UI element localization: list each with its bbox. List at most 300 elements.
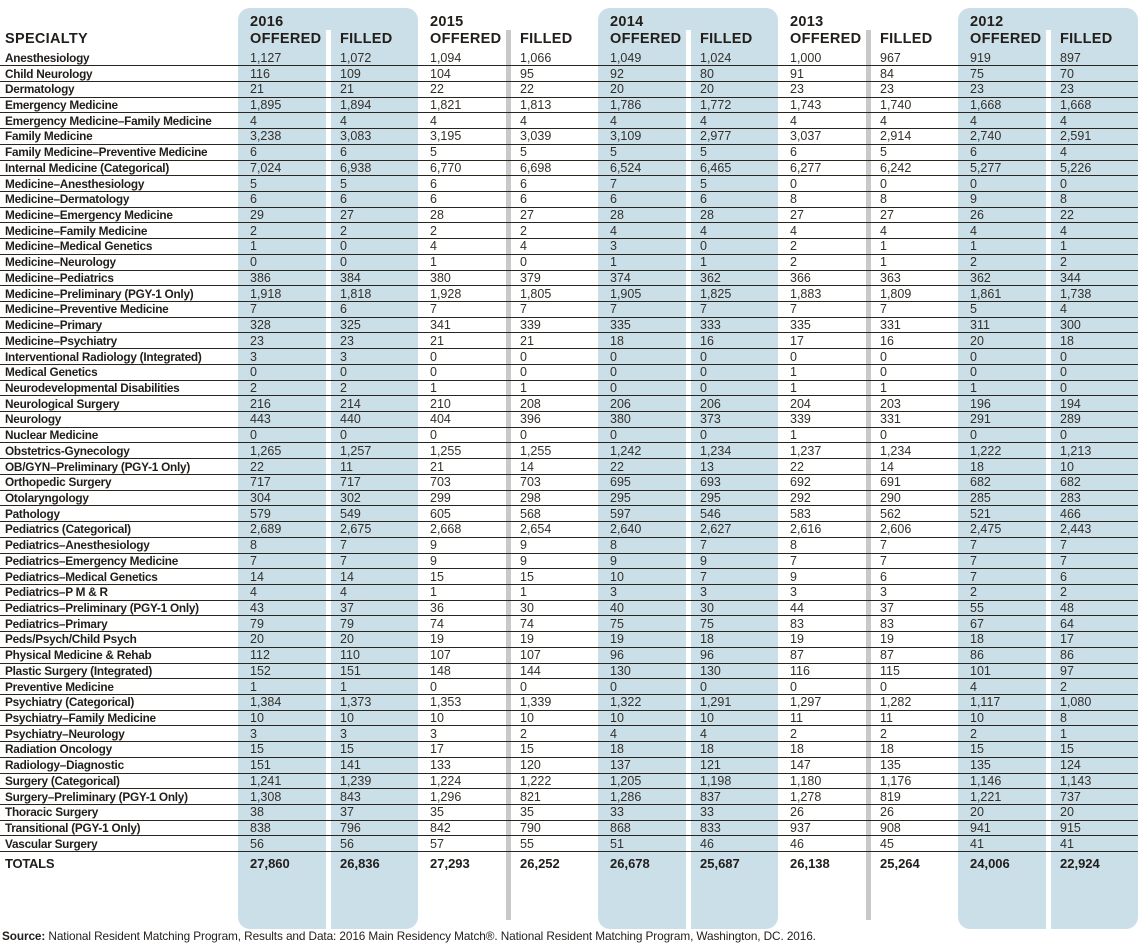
value-cell: 597 [598,506,688,522]
value-cell: 328 [238,317,328,333]
value-cell: 897 [1048,50,1138,66]
specialty-cell: Orthopedic Surgery [0,474,238,490]
value-cell: 1 [238,679,328,695]
value-cell: 1,024 [688,50,778,66]
value-cell: 0 [958,364,1048,380]
value-cell: 693 [688,474,778,490]
value-cell: 7 [958,569,1048,585]
value-cell: 4 [328,584,418,600]
value-cell: 4 [868,223,958,239]
value-cell: 86 [958,647,1048,663]
value-cell: 15 [508,742,598,758]
value-cell: 6,242 [868,160,958,176]
value-cell: 21 [238,81,328,97]
value-cell: 26 [958,207,1048,223]
table-row [0,537,1138,553]
value-cell: 7,024 [238,160,328,176]
table-row [0,789,1138,805]
value-cell: 1 [508,584,598,600]
value-cell: 0 [868,427,958,443]
value-cell: 3,195 [418,129,508,145]
value-cell: 15 [238,742,328,758]
value-cell: 28 [598,207,688,223]
value-cell: 0 [868,679,958,695]
value-cell: 1,861 [958,286,1048,302]
table-row [0,616,1138,632]
value-cell: 2 [778,239,868,255]
value-cell: 304 [238,490,328,506]
results-table [0,8,1138,876]
value-cell: 2,654 [508,522,598,538]
value-cell: 133 [418,757,508,773]
specialty-cell: Emergency Medicine–Family Medicine [0,113,238,129]
specialty-cell: Anesthesiology [0,50,238,66]
value-cell: 380 [598,412,688,428]
value-cell: 46 [688,836,778,852]
value-cell: 21 [418,459,508,475]
table-row [0,254,1138,270]
value-cell: 130 [598,663,688,679]
value-cell: 19 [508,632,598,648]
value-cell: 1 [328,679,418,695]
value-cell: 2 [238,223,328,239]
value-cell: 1,146 [958,773,1048,789]
value-cell: 333 [688,317,778,333]
specialty-cell: Medicine–Anesthesiology [0,176,238,192]
value-cell: 298 [508,490,598,506]
value-cell: 0 [1048,176,1138,192]
value-cell: 15 [418,569,508,585]
specialty-cell: Medicine–Preliminary (PGY-1 Only) [0,286,238,302]
value-cell: 1 [868,254,958,270]
value-cell: 8 [868,191,958,207]
value-cell: 299 [418,490,508,506]
value-cell: 0 [598,349,688,365]
year-spacer [1048,8,1138,30]
year-label: 2016 [250,14,284,30]
value-cell: 1,809 [868,286,958,302]
value-cell: 11 [328,459,418,475]
value-cell: 17 [418,742,508,758]
table-row [0,286,1138,302]
value-cell: 8 [1048,710,1138,726]
value-cell: 7 [328,537,418,553]
value-cell: 5 [868,144,958,160]
value-cell: 1 [598,254,688,270]
value-cell: 14 [328,569,418,585]
value-cell: 1,905 [598,286,688,302]
value-cell: 0 [958,427,1048,443]
value-cell: 3,109 [598,129,688,145]
value-cell: 1,772 [688,97,778,113]
value-cell: 341 [418,317,508,333]
value-cell: 4 [328,113,418,129]
specialty-cell: Pediatrics–Medical Genetics [0,569,238,585]
value-cell: 2,606 [868,522,958,538]
value-cell: 737 [1048,789,1138,805]
value-cell: 22 [778,459,868,475]
value-cell: 3 [328,726,418,742]
value-cell: 107 [418,647,508,663]
value-cell: 2 [958,584,1048,600]
value-cell: 27 [868,207,958,223]
value-cell: 2 [508,223,598,239]
value-cell: 110 [328,647,418,663]
value-cell: 11 [868,710,958,726]
value-cell: 2 [958,254,1048,270]
value-cell: 14 [238,569,328,585]
value-cell: 1 [1048,726,1138,742]
value-cell: 0 [1048,364,1138,380]
specialty-cell: Internal Medicine (Categorical) [0,160,238,176]
value-cell: 819 [868,789,958,805]
value-cell: 8 [778,537,868,553]
value-cell: 605 [418,506,508,522]
value-cell: 2 [958,726,1048,742]
value-cell: 151 [238,757,328,773]
value-cell: 833 [688,820,778,836]
specialty-cell: Vascular Surgery [0,836,238,852]
value-cell: 0 [508,427,598,443]
value-cell: 5 [688,144,778,160]
value-cell: 790 [508,820,598,836]
table-row [0,412,1138,428]
specialty-cell: Family Medicine [0,129,238,145]
value-cell: 57 [418,836,508,852]
specialty-cell: Neurology [0,412,238,428]
value-cell: 1,322 [598,694,688,710]
value-cell: 1,297 [778,694,868,710]
value-cell: 6 [238,144,328,160]
value-cell: 0 [508,364,598,380]
value-cell: 2,443 [1048,522,1138,538]
value-cell: 6 [508,191,598,207]
value-cell: 6,277 [778,160,868,176]
value-cell: 1,740 [868,97,958,113]
value-cell: 4 [598,726,688,742]
value-cell: 1,198 [688,773,778,789]
value-cell: 1,049 [598,50,688,66]
value-cell: 1,143 [1048,773,1138,789]
value-cell: 43 [238,600,328,616]
value-cell: 837 [688,789,778,805]
value-cell: 8 [778,191,868,207]
value-cell: 1,255 [508,443,598,459]
value-cell: 1,176 [868,773,958,789]
value-cell: 1,180 [778,773,868,789]
value-cell: 4 [688,113,778,129]
value-cell: 0 [598,380,688,396]
value-cell: 682 [1048,474,1138,490]
value-cell: 7 [868,302,958,318]
table-row [0,600,1138,616]
value-cell: 84 [868,66,958,82]
value-cell: 1,786 [598,97,688,113]
filled-column-header: FILLED [520,31,573,47]
value-cell: 2,977 [688,129,778,145]
value-cell: 4 [688,223,778,239]
specialty-cell: Thoracic Surgery [0,805,238,821]
value-cell: 1,066 [508,50,598,66]
value-cell: 41 [958,836,1048,852]
value-cell: 19 [778,632,868,648]
value-cell: 20 [958,333,1048,349]
value-cell: 79 [328,616,418,632]
value-cell: 2,627 [688,522,778,538]
value-cell: 135 [868,757,958,773]
value-cell: 0 [328,364,418,380]
value-cell: 18 [868,742,958,758]
value-cell: 1 [958,239,1048,255]
specialty-cell: Pediatrics–P M & R [0,584,238,600]
source-text: National Resident Matching Program, Results and Data: 2016 Main Residency Match®. National Resident Matching Program, Washington, DC. 2016. [45,929,816,943]
value-cell: 289 [1048,412,1138,428]
table-row [0,66,1138,82]
value-cell: 1,213 [1048,443,1138,459]
value-cell: 1 [1048,239,1138,255]
value-cell: 4 [598,223,688,239]
value-cell: 196 [958,396,1048,412]
value-cell: 20 [238,632,328,648]
value-cell: 16 [868,333,958,349]
table-row [0,396,1138,412]
value-cell: 135 [958,757,1048,773]
specialty-cell: Nuclear Medicine [0,427,238,443]
value-cell: 9 [418,537,508,553]
value-cell: 2 [418,223,508,239]
value-cell: 2,740 [958,129,1048,145]
value-cell: 404 [418,412,508,428]
value-cell: 23 [778,81,868,97]
value-cell: 0 [1048,427,1138,443]
value-cell: 206 [688,396,778,412]
value-cell: 18 [958,459,1048,475]
value-cell: 5 [328,176,418,192]
value-cell: 1,291 [688,694,778,710]
value-cell: 331 [868,412,958,428]
value-cell: 2 [508,726,598,742]
value-cell: 443 [238,412,328,428]
value-cell: 0 [508,254,598,270]
value-cell: 7 [598,302,688,318]
value-cell: 20 [958,805,1048,821]
value-cell: 1 [868,239,958,255]
value-cell: 374 [598,270,688,286]
value-cell: 20 [688,81,778,97]
value-cell: 0 [508,349,598,365]
table-row [0,270,1138,286]
totals-value-cell: 26,252 [520,856,560,872]
value-cell: 141 [328,757,418,773]
value-cell: 380 [418,270,508,286]
value-cell: 1,821 [418,97,508,113]
value-cell: 1,918 [238,286,328,302]
value-cell: 0 [238,254,328,270]
specialty-cell: Emergency Medicine [0,97,238,113]
value-cell: 562 [868,506,958,522]
source-note [2,929,816,943]
value-cell: 1,296 [418,789,508,805]
value-cell: 56 [328,836,418,852]
value-cell: 4 [508,113,598,129]
value-cell: 292 [778,490,868,506]
value-cell: 5 [688,176,778,192]
value-cell: 10 [238,710,328,726]
value-cell: 23 [958,81,1048,97]
value-cell: 137 [598,757,688,773]
value-cell: 0 [868,176,958,192]
table-row [0,97,1138,113]
table-row [0,207,1138,223]
year-spacer [688,8,778,30]
value-cell: 87 [778,647,868,663]
offered-column-header: OFFERED [250,31,322,47]
table-row [0,113,1138,129]
value-cell: 7 [418,302,508,318]
table-row [0,647,1138,663]
value-cell: 96 [688,647,778,663]
value-cell: 3,238 [238,129,328,145]
specialty-cell: Otolaryngology [0,490,238,506]
value-cell: 21 [508,333,598,349]
year-label: 2012 [970,14,1004,30]
totals-value-cell: 27,293 [430,856,470,872]
value-cell: 2,675 [328,522,418,538]
value-cell: 23 [868,81,958,97]
table-row [0,427,1138,443]
year-spacer [508,8,598,30]
value-cell: 5 [958,302,1048,318]
value-cell: 1,743 [778,97,868,113]
value-cell: 22 [238,459,328,475]
value-cell: 295 [688,490,778,506]
table-row [0,522,1138,538]
table-row [0,820,1138,836]
value-cell: 22 [598,459,688,475]
value-cell: 440 [328,412,418,428]
value-cell: 703 [508,474,598,490]
totals-value-cell: 26,836 [340,856,380,872]
value-cell: 35 [508,805,598,821]
value-cell: 7 [778,302,868,318]
value-cell: 1 [238,239,328,255]
value-cell: 331 [868,317,958,333]
value-cell: 23 [1048,81,1138,97]
value-cell: 1 [688,254,778,270]
value-cell: 6 [778,144,868,160]
value-cell: 10 [688,710,778,726]
value-cell: 5 [418,144,508,160]
table-row [0,176,1138,192]
value-cell: 4 [958,679,1048,695]
specialty-cell: Family Medicine–Preventive Medicine [0,144,238,160]
value-cell: 27 [328,207,418,223]
value-cell: 9 [598,553,688,569]
value-cell: 2,914 [868,129,958,145]
source-label: Source: [2,929,46,943]
value-cell: 6,698 [508,160,598,176]
value-cell: 8 [1048,191,1138,207]
value-cell: 396 [508,412,598,428]
value-cell: 937 [778,820,868,836]
value-cell: 967 [868,50,958,66]
value-cell: 1,805 [508,286,598,302]
value-cell: 703 [418,474,508,490]
value-cell: 38 [238,805,328,821]
specialty-column-header: SPECIALTY [5,31,88,47]
value-cell: 1,241 [238,773,328,789]
value-cell: 7 [598,176,688,192]
value-cell: 919 [958,50,1048,66]
value-cell: 4 [418,113,508,129]
value-cell: 194 [1048,396,1138,412]
value-cell: 7 [1048,553,1138,569]
value-cell: 1 [418,254,508,270]
value-cell: 3 [598,239,688,255]
value-cell: 23 [238,333,328,349]
value-cell: 1,265 [238,443,328,459]
value-cell: 16 [688,333,778,349]
offered-column-header: OFFERED [430,31,502,47]
value-cell: 3 [688,584,778,600]
value-cell: 1 [778,380,868,396]
value-cell: 10 [508,710,598,726]
value-cell: 300 [1048,317,1138,333]
value-cell: 1,818 [328,286,418,302]
value-cell: 0 [778,349,868,365]
value-cell: 2 [778,726,868,742]
value-cell: 1,384 [238,694,328,710]
specialty-cell: Surgery (Categorical) [0,773,238,789]
value-cell: 17 [1048,632,1138,648]
value-cell: 0 [508,679,598,695]
value-cell: 0 [1048,349,1138,365]
value-cell: 124 [1048,757,1138,773]
value-cell: 3,083 [328,129,418,145]
value-cell: 366 [778,270,868,286]
value-cell: 6 [328,302,418,318]
value-cell: 4 [238,584,328,600]
value-cell: 104 [418,66,508,82]
value-cell: 20 [598,81,688,97]
value-cell: 2 [778,254,868,270]
table-row [0,569,1138,585]
specialty-cell: Medicine–Dermatology [0,191,238,207]
totals-value-cell: 25,264 [880,856,920,872]
value-cell: 3,037 [778,129,868,145]
value-cell: 7 [868,537,958,553]
year-spacer [328,8,418,30]
table-row [0,380,1138,396]
value-cell: 692 [778,474,868,490]
value-cell: 0 [328,239,418,255]
table-row [0,349,1138,365]
value-cell: 1 [418,380,508,396]
value-cell: 7 [238,302,328,318]
value-cell: 216 [238,396,328,412]
table-row [0,443,1138,459]
value-cell: 115 [868,663,958,679]
table-row [0,710,1138,726]
table-row [0,302,1138,318]
value-cell: 941 [958,820,1048,836]
specialty-cell: Medicine–Preventive Medicine [0,302,238,318]
value-cell: 283 [1048,490,1138,506]
value-cell: 7 [688,302,778,318]
value-cell: 36 [418,600,508,616]
specialty-cell: Peds/Psych/Child Psych [0,632,238,648]
value-cell: 1,222 [958,443,1048,459]
